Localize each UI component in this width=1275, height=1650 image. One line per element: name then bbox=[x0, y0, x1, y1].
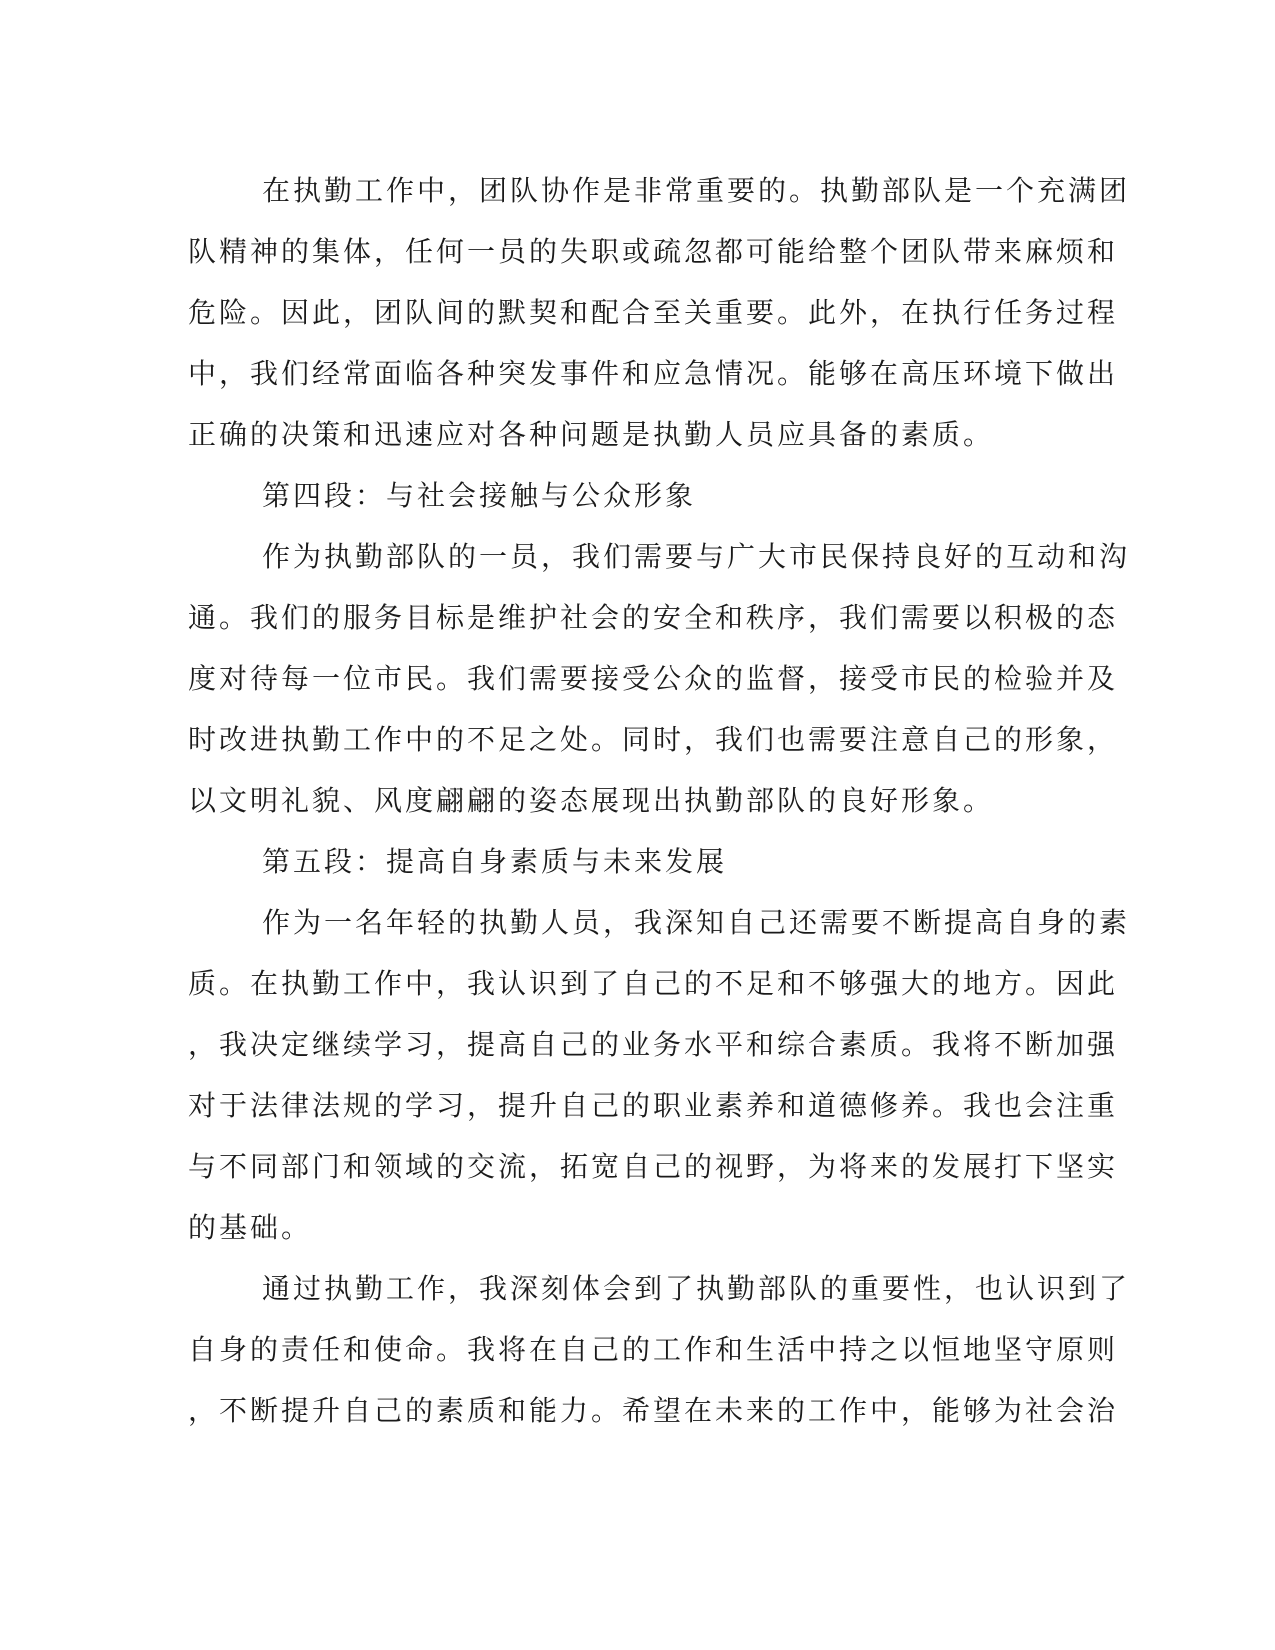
text-line: 通过执勤工作，我深刻体会到了执勤部队的重要性，也认识到了 bbox=[262, 1272, 1131, 1305]
text-line: 作为一名年轻的执勤人员，我深知自己还需要不断提高自身的素 bbox=[262, 906, 1131, 939]
text-line: 危险。因此，团队间的默契和配合至关重要。此外，在执行任务过程 bbox=[188, 296, 1119, 329]
text-line: 的基础。 bbox=[188, 1211, 313, 1244]
text-line: 以文明礼貌、风度翩翩的姿态展现出执勤部队的良好形象。 bbox=[188, 784, 995, 817]
text-line: 自身的责任和使命。我将在自己的工作和生活中持之以恒地坚守原则 bbox=[188, 1333, 1119, 1366]
text-line: 第四段：与社会接触与公众形象 bbox=[262, 479, 697, 512]
text-line: 对于法律法规的学习，提升自己的职业素养和道德修养。我也会注重 bbox=[188, 1089, 1119, 1122]
text-line: 通。我们的服务目标是维护社会的安全和秩序，我们需要以积极的态 bbox=[188, 601, 1119, 634]
text-line: ，我决定继续学习，提高自己的业务水平和综合素质。我将不断加强 bbox=[188, 1028, 1119, 1061]
text-line: 中，我们经常面临各种突发事件和应急情况。能够在高压环境下做出 bbox=[188, 357, 1119, 390]
text-line: 作为执勤部队的一员，我们需要与广大市民保持良好的互动和沟 bbox=[262, 540, 1131, 573]
text-line: 度对待每一位市民。我们需要接受公众的监督，接受市民的检验并及 bbox=[188, 662, 1119, 695]
text-line: 第五段：提高自身素质与未来发展 bbox=[262, 845, 728, 878]
text-line: 时改进执勤工作中的不足之处。同时，我们也需要注意自己的形象， bbox=[188, 723, 1119, 756]
text-line: 队精神的集体，任何一员的失职或疏忽都可能给整个团队带来麻烦和 bbox=[188, 235, 1119, 268]
text-line: 与不同部门和领域的交流，拓宽自己的视野，为将来的发展打下坚实 bbox=[188, 1150, 1119, 1183]
text-line: ，不断提升自己的素质和能力。希望在未来的工作中，能够为社会治 bbox=[188, 1394, 1119, 1427]
text-line: 在执勤工作中，团队协作是非常重要的。执勤部队是一个充满团 bbox=[262, 174, 1131, 207]
document-body bbox=[188, 160, 1131, 1441]
text-line: 正确的决策和迅速应对各种问题是执勤人员应具备的素质。 bbox=[188, 418, 995, 451]
text-line: 质。在执勤工作中，我认识到了自己的不足和不够强大的地方。因此 bbox=[188, 967, 1119, 1000]
